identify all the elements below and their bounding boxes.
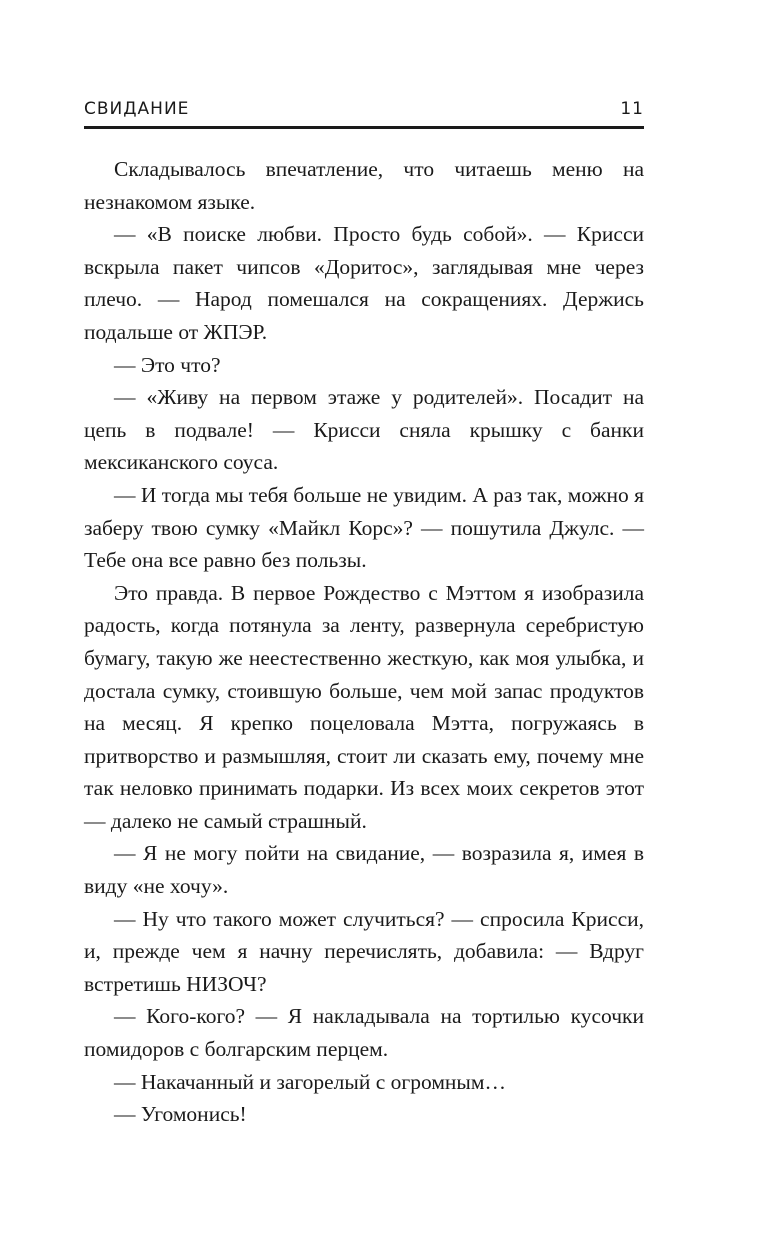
paragraph: — Я не могу пойти на свидание, — возразила я, имея в виду «не хочу». [84,841,644,899]
paragraph: — «Живу на первом этаже у родителей». Посадит на цепь в подвале! — Крисси сняла крышку с банки мексиканского соуса. [84,385,644,475]
paragraph: — Ну что такого может случиться? — спросила Крисси, и, прежде чем я начну перечислять, добавила: — Вдруг встретишь НИЗОЧ? [84,906,644,996]
paragraph: — «В поиске любви. Просто будь собой». — Крисси вскрыла пакет чипсов «Доритос», заглядывая мне через плечо. — Народ помешался на сокращениях. Держись подальше от ЖПЭР. [84,222,644,344]
paragraph: — Кого-кого? — Я накладывала на тортилью кусочки помидоров с болгарским перцем. [84,1004,644,1062]
paragraph: — Накачанный и загорелый с огромным… [114,1069,506,1094]
paragraph: — Угомонись! [114,1102,247,1127]
paragraph: — И тогда мы тебя больше не увидим. А раз так, можно я заберу твою сумку «Майкл Корс»? — пошутила Джулс. — Тебе она все равно без пользы. [84,482,644,573]
paragraph: — Это что? [114,352,221,377]
paragraph: Это правда. В первое Рождество с Мэттом я изобразила радость, когда потянула за ленту, развернула серебристую бумагу, такую же неестественно жесткую, как моя улыбка, и достала сумку, стоившую больше, чем мой запас продуктов на месяц. Я крепко поцеловала Мэтта, погружаясь в притворство и размышляя, стоит ли сказать ему, почему мне так неловко принимать подарки. Из всех моих секретов этот — далеко не самый страшный. [84,580,644,833]
page-number: 11 [620,99,644,119]
running-title: СВИДАНИЕ [84,99,190,119]
body-text [84,153,644,1131]
paragraph: Складывалось впечатление, что читаешь меню на незнакомом языке. [84,157,644,214]
page-header [84,96,644,129]
